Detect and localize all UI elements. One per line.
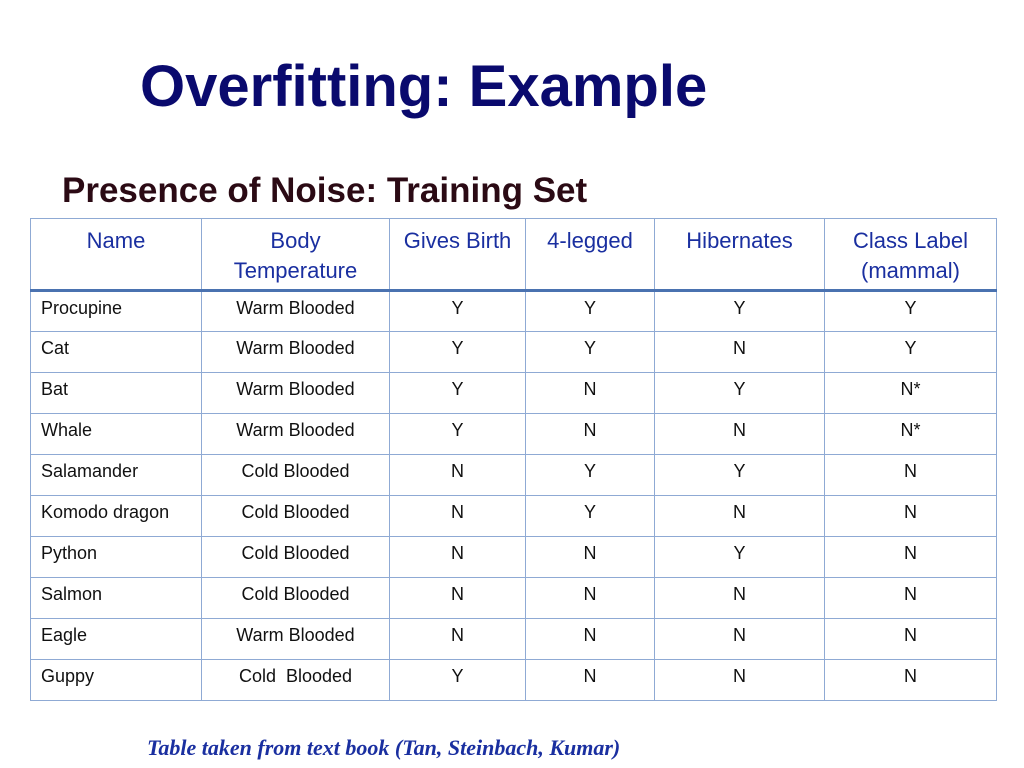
cell-hibernates: Y	[655, 373, 825, 414]
table-row	[31, 537, 997, 578]
cell-hibernates: Y	[655, 291, 825, 332]
slide-title: Overfitting: Example	[140, 54, 708, 119]
table-row	[31, 291, 997, 332]
cell-gives-birth: Y	[390, 414, 526, 455]
table-row	[31, 373, 997, 414]
cell-gives-birth: Y	[390, 291, 526, 332]
cell-gives-birth: Y	[390, 332, 526, 373]
header-name: Name	[31, 219, 202, 291]
cell-body-temperature: Cold Blooded	[202, 496, 390, 537]
table-body	[31, 291, 997, 701]
table-row	[31, 332, 997, 373]
table-row	[31, 619, 997, 660]
cell-gives-birth: Y	[390, 660, 526, 701]
cell-hibernates: N	[655, 619, 825, 660]
cell-4-legged: N	[526, 619, 655, 660]
source-caption: Table taken from text book (Tan, Steinbach, Kumar)	[147, 735, 621, 760]
cell-4-legged: Y	[526, 332, 655, 373]
cell-hibernates: N	[655, 660, 825, 701]
cell-class-label: N	[825, 578, 997, 619]
header-gives-birth: Gives Birth	[390, 219, 526, 291]
cell-class-label: N	[825, 455, 997, 496]
cell-body-temperature: Warm Blooded	[202, 414, 390, 455]
cell-class-label: N	[825, 619, 997, 660]
cell-gives-birth: N	[390, 578, 526, 619]
cell-4-legged: N	[526, 537, 655, 578]
cell-class-label: N	[825, 537, 997, 578]
cell-4-legged: N	[526, 578, 655, 619]
cell-body-temperature: Cold Blooded	[202, 455, 390, 496]
cell-4-legged: Y	[526, 455, 655, 496]
cell-body-temperature: Cold Blooded	[202, 660, 390, 701]
cell-body-temperature: Warm Blooded	[202, 291, 390, 332]
cell-name: Whale	[31, 414, 202, 455]
cell-4-legged: Y	[526, 291, 655, 332]
cell-name: Salmon	[31, 578, 202, 619]
table-row	[31, 578, 997, 619]
cell-hibernates: N	[655, 578, 825, 619]
header-body-temperature: Body Temperature	[202, 219, 390, 291]
cell-class-label: Y	[825, 332, 997, 373]
header-class-label: Class Label (mammal)	[825, 219, 997, 291]
table-header-row	[31, 219, 997, 291]
cell-body-temperature: Warm Blooded	[202, 332, 390, 373]
header-4-legged: 4-legged	[526, 219, 655, 291]
training-set-table	[30, 218, 997, 701]
cell-hibernates: Y	[655, 537, 825, 578]
cell-name: Bat	[31, 373, 202, 414]
cell-gives-birth: N	[390, 496, 526, 537]
cell-name: Eagle	[31, 619, 202, 660]
cell-4-legged: Y	[526, 496, 655, 537]
cell-gives-birth: N	[390, 619, 526, 660]
table-row	[31, 660, 997, 701]
cell-class-label: Y	[825, 291, 997, 332]
cell-4-legged: N	[526, 373, 655, 414]
cell-name: Komodo dragon	[31, 496, 202, 537]
cell-body-temperature: Cold Blooded	[202, 537, 390, 578]
slide-subtitle: Presence of Noise: Training Set	[62, 171, 588, 210]
cell-gives-birth: N	[390, 455, 526, 496]
cell-hibernates: N	[655, 332, 825, 373]
cell-hibernates: N	[655, 496, 825, 537]
cell-class-label: N	[825, 496, 997, 537]
cell-class-label: N	[825, 660, 997, 701]
cell-gives-birth: N	[390, 537, 526, 578]
cell-class-label: N*	[825, 414, 997, 455]
cell-hibernates: N	[655, 414, 825, 455]
cell-body-temperature: Warm Blooded	[202, 619, 390, 660]
cell-name: Cat	[31, 332, 202, 373]
table-row	[31, 496, 997, 537]
cell-body-temperature: Warm Blooded	[202, 373, 390, 414]
cell-gives-birth: Y	[390, 373, 526, 414]
cell-hibernates: Y	[655, 455, 825, 496]
cell-4-legged: N	[526, 660, 655, 701]
cell-name: Procupine	[31, 291, 202, 332]
cell-name: Python	[31, 537, 202, 578]
cell-body-temperature: Cold Blooded	[202, 578, 390, 619]
cell-name: Guppy	[31, 660, 202, 701]
cell-name: Salamander	[31, 455, 202, 496]
cell-4-legged: N	[526, 414, 655, 455]
table-row	[31, 455, 997, 496]
table-row	[31, 414, 997, 455]
cell-class-label: N*	[825, 373, 997, 414]
header-hibernates: Hibernates	[655, 219, 825, 291]
